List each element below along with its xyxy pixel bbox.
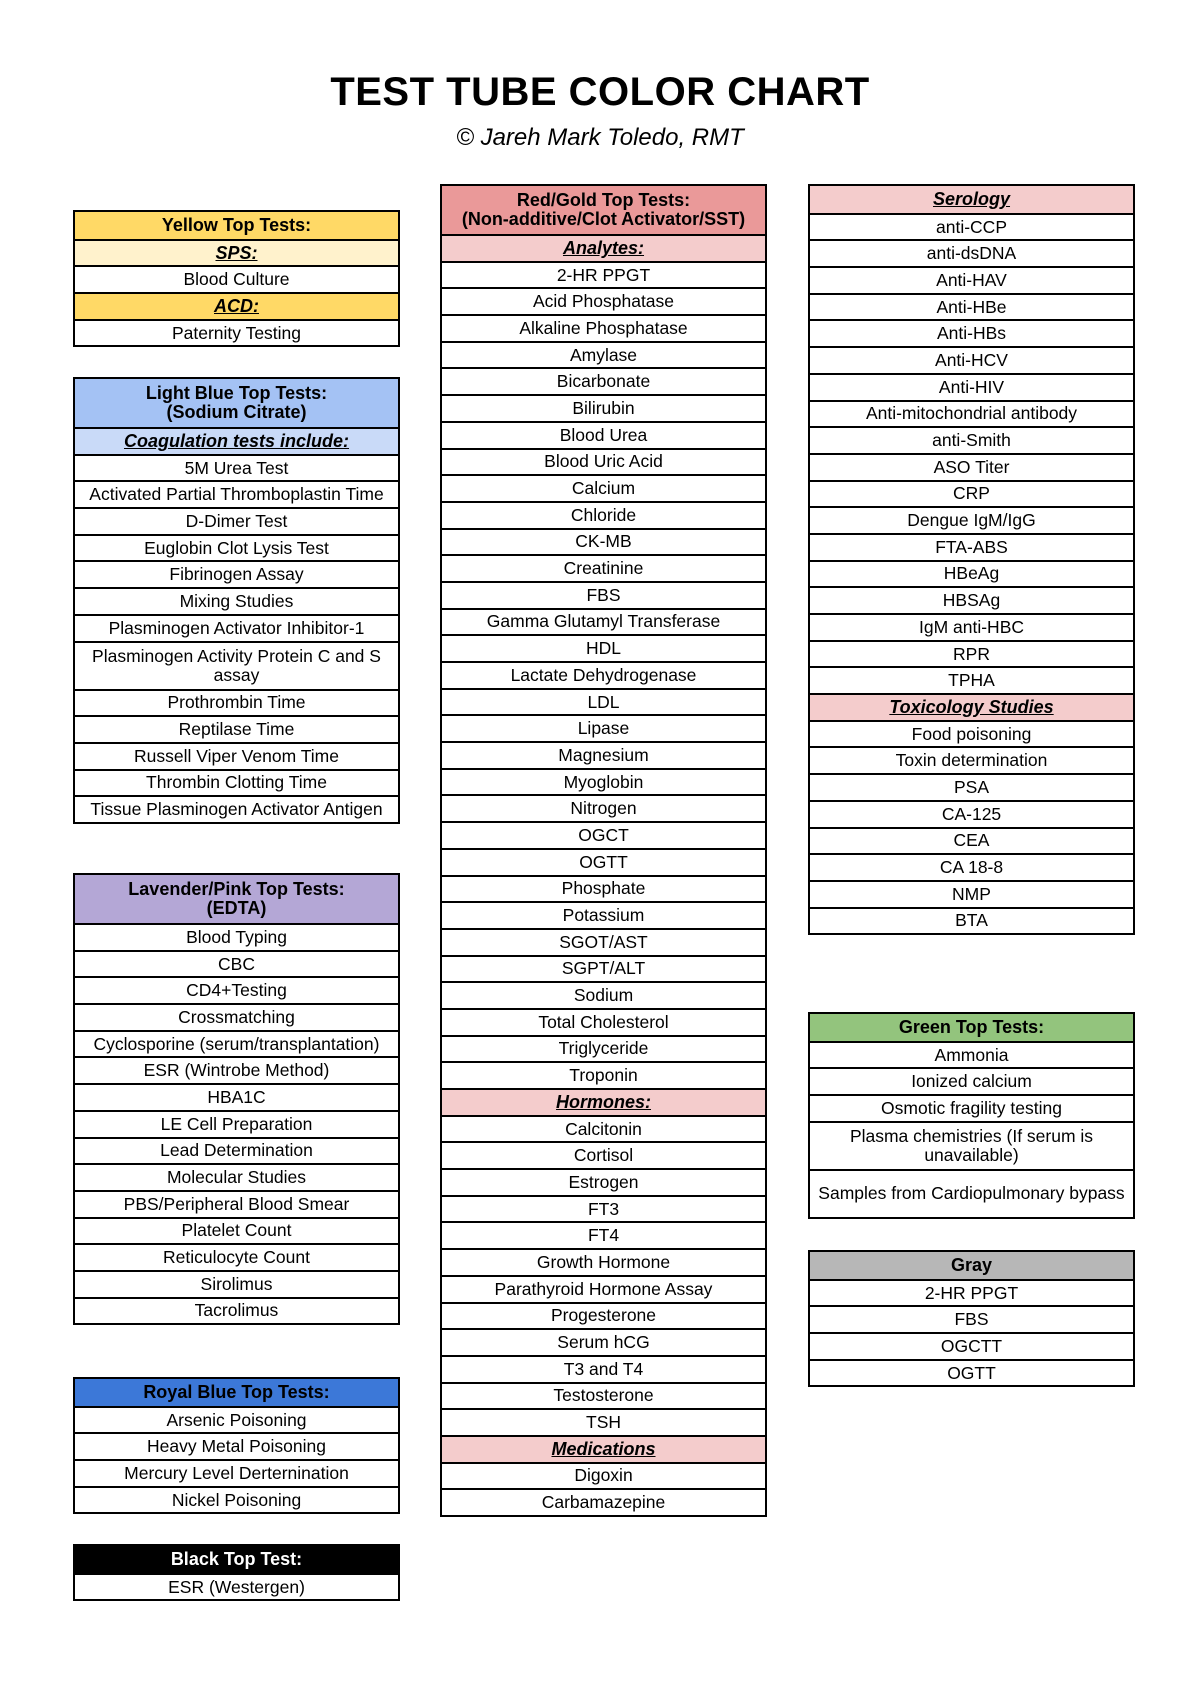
author-credit: © Jareh Mark Toledo, RMT (456, 124, 744, 151)
serology-table (808, 184, 1135, 935)
serology-item: Anti-HAV (810, 266, 1133, 293)
hormone-item: Growth Hormone (442, 1248, 765, 1275)
serology-item: anti-dsDNA (810, 239, 1133, 266)
light-blue-item: Prothrombin Time (75, 689, 398, 716)
light-blue-header-line2: (Sodium Citrate) (166, 402, 307, 422)
analyte-item: Chloride (442, 501, 765, 528)
analyte-item: Magnesium (442, 741, 765, 768)
royal-blue-item: Nickel Poisoning (75, 1486, 398, 1513)
green-top-table (808, 1012, 1135, 1219)
yellow-acd-item: Paternity Testing (75, 319, 398, 346)
analyte-item: FBS (442, 581, 765, 608)
toxicology-item: CA 18-8 (810, 853, 1133, 880)
light-blue-item: Tissue Plasminogen Activator Antigen (75, 795, 398, 822)
hormone-item: FT4 (442, 1221, 765, 1248)
serology-item: TPHA (810, 666, 1133, 693)
serology-item: Anti-HBs (810, 319, 1133, 346)
red-gold-top-table (440, 184, 767, 1517)
lavender-top-table (73, 873, 400, 1325)
light-blue-top-table (73, 377, 400, 824)
serology-item: Anti-mitochondrial antibody (810, 400, 1133, 427)
analyte-item: Myoglobin (442, 768, 765, 795)
lavender-item: Cyclosporine (serum/transplantation) (75, 1030, 398, 1057)
lavender-item: Lead Determination (75, 1137, 398, 1164)
toxicology-item: BTA (810, 907, 1133, 934)
analyte-item: Lipase (442, 714, 765, 741)
analyte-item: Calcium (442, 474, 765, 501)
analyte-item: Nitrogen (442, 794, 765, 821)
lavender-item: Crossmatching (75, 1003, 398, 1030)
serology-item: anti-Smith (810, 426, 1133, 453)
black-top-header: Black Top Test: (75, 1546, 398, 1573)
page-title: TEST TUBE COLOR CHART (330, 70, 870, 114)
analyte-item: Blood Uric Acid (442, 448, 765, 475)
serology-item: Anti-HCV (810, 346, 1133, 373)
serology-item: RPR (810, 640, 1133, 667)
analyte-item: Amylase (442, 341, 765, 368)
black-top-table (73, 1544, 400, 1601)
coagulation-label: Coagulation tests include: (75, 427, 398, 454)
lavender-item: Molecular Studies (75, 1163, 398, 1190)
light-blue-header-line1: Light Blue Top Tests: (145, 383, 328, 403)
hormone-item: Progesterone (442, 1302, 765, 1329)
analyte-item: Gamma Glutamyl Transferase (442, 608, 765, 635)
hormone-item: Estrogen (442, 1168, 765, 1195)
analyte-item: Bicarbonate (442, 367, 765, 394)
yellow-sps-label: SPS: (75, 239, 398, 266)
serology-item: Anti-HIV (810, 373, 1133, 400)
gray-top-table (808, 1250, 1135, 1387)
serology-item: ASO Titer (810, 453, 1133, 480)
serology-item: IgM anti-HBC (810, 613, 1133, 640)
lavender-top-header (75, 875, 398, 923)
yellow-sps-item: Blood Culture (75, 265, 398, 292)
serology-label: Serology (810, 186, 1133, 213)
green-item: Plasma chemistries (If serum is unavailable) (810, 1121, 1133, 1169)
light-blue-item: Euglobin Clot Lysis Test (75, 534, 398, 561)
light-blue-item: Plasminogen Activator Inhibitor-1 (75, 614, 398, 641)
yellow-top-header: Yellow Top Tests: (75, 212, 398, 239)
gray-item: FBS (810, 1305, 1133, 1332)
lavender-item: Sirolimus (75, 1270, 398, 1297)
analyte-item: Triglyceride (442, 1035, 765, 1062)
lavender-item: Blood Typing (75, 923, 398, 950)
hormone-item: Calcitonin (442, 1115, 765, 1142)
royal-blue-item: Arsenic Poisoning (75, 1406, 398, 1433)
medication-item: Carbamazepine (442, 1488, 765, 1515)
light-blue-item: Russell Viper Venom Time (75, 742, 398, 769)
analyte-item: Creatinine (442, 554, 765, 581)
analyte-item: Sodium (442, 981, 765, 1008)
serology-item: HBeAg (810, 560, 1133, 587)
analyte-item: Potassium (442, 901, 765, 928)
analyte-item: Total Cholesterol (442, 1008, 765, 1035)
hormone-item: Cortisol (442, 1141, 765, 1168)
analyte-item: CK-MB (442, 528, 765, 555)
royal-blue-item: Heavy Metal Poisoning (75, 1432, 398, 1459)
lavender-item: PBS/Peripheral Blood Smear (75, 1190, 398, 1217)
lavender-item: Reticulocyte Count (75, 1243, 398, 1270)
medications-label: Medications (442, 1435, 765, 1462)
light-blue-item: Plasminogen Activity Protein C and S assay (75, 641, 398, 689)
serology-item: CRP (810, 480, 1133, 507)
green-item: Ionized calcium (810, 1067, 1133, 1094)
analyte-item: SGOT/AST (442, 928, 765, 955)
lavender-item: Platelet Count (75, 1217, 398, 1244)
analyte-item: Alkaline Phosphatase (442, 314, 765, 341)
hormone-item: Serum hCG (442, 1328, 765, 1355)
analyte-item: SGPT/ALT (442, 955, 765, 982)
serology-item: Dengue IgM/IgG (810, 506, 1133, 533)
green-item: Osmotic fragility testing (810, 1094, 1133, 1121)
gray-top-header: Gray (810, 1252, 1133, 1279)
light-blue-item: 5M Urea Test (75, 454, 398, 481)
hormone-item: FT3 (442, 1195, 765, 1222)
light-blue-top-header (75, 379, 398, 427)
light-blue-item: Thrombin Clotting Time (75, 769, 398, 796)
serology-item: FTA-ABS (810, 533, 1133, 560)
toxicology-item: NMP (810, 880, 1133, 907)
lavender-item: CBC (75, 950, 398, 977)
analyte-item: Troponin (442, 1061, 765, 1088)
serology-item: HBSAg (810, 586, 1133, 613)
red-gold-header-line1: Red/Gold Top Tests: (516, 190, 691, 210)
lavender-item: Tacrolimus (75, 1297, 398, 1324)
hormone-item: Testosterone (442, 1382, 765, 1409)
analyte-item: 2-HR PPGT (442, 261, 765, 288)
hormones-label: Hormones: (442, 1088, 765, 1115)
toxicology-item: Food poisoning (810, 720, 1133, 747)
analyte-item: OGCT (442, 821, 765, 848)
analyte-item: Bilirubin (442, 394, 765, 421)
royal-blue-top-table (73, 1377, 400, 1514)
hormone-item: TSH (442, 1408, 765, 1435)
red-gold-top-header (442, 186, 765, 234)
toxicology-item: CEA (810, 827, 1133, 854)
green-item: Ammonia (810, 1041, 1133, 1068)
toxicology-item: Toxin determination (810, 746, 1133, 773)
green-top-header: Green Top Tests: (810, 1014, 1133, 1041)
analyte-item: Phosphate (442, 875, 765, 902)
gray-item: OGCTT (810, 1332, 1133, 1359)
gray-item: 2-HR PPGT (810, 1279, 1133, 1306)
light-blue-item: Mixing Studies (75, 587, 398, 614)
analytes-label: Analytes: (442, 234, 765, 261)
lavender-item: CD4+Testing (75, 976, 398, 1003)
royal-blue-top-header: Royal Blue Top Tests: (75, 1379, 398, 1406)
analyte-item: Blood Urea (442, 421, 765, 448)
analyte-item: LDL (442, 688, 765, 715)
analyte-item: HDL (442, 634, 765, 661)
green-item: Samples from Cardiopulmonary bypass (810, 1169, 1133, 1217)
royal-blue-item: Mercury Level Derternination (75, 1459, 398, 1486)
yellow-acd-label: ACD: (75, 292, 398, 319)
lavender-header-line1: Lavender/Pink Top Tests: (128, 879, 345, 899)
lavender-header-line2: (EDTA) (206, 898, 267, 918)
lavender-item: ESR (Wintrobe Method) (75, 1056, 398, 1083)
toxicology-label: Toxicology Studies (810, 693, 1133, 720)
light-blue-item: D-Dimer Test (75, 507, 398, 534)
hormone-item: Parathyroid Hormone Assay (442, 1275, 765, 1302)
black-item: ESR (Westergen) (75, 1573, 398, 1600)
serology-item: anti-CCP (810, 213, 1133, 240)
toxicology-item: PSA (810, 773, 1133, 800)
light-blue-item: Activated Partial Thromboplastin Time (75, 480, 398, 507)
lavender-item: LE Cell Preparation (75, 1110, 398, 1137)
light-blue-item: Reptilase Time (75, 715, 398, 742)
hormone-item: T3 and T4 (442, 1355, 765, 1382)
analyte-item: Lactate Dehydrogenase (442, 661, 765, 688)
analyte-item: Acid Phosphatase (442, 287, 765, 314)
yellow-top-table (73, 210, 400, 347)
gray-item: OGTT (810, 1359, 1133, 1386)
red-gold-header-line2: (Non-additive/Clot Activator/SST) (461, 209, 746, 229)
analyte-item: OGTT (442, 848, 765, 875)
light-blue-item: Fibrinogen Assay (75, 560, 398, 587)
lavender-item: HBA1C (75, 1083, 398, 1110)
toxicology-item: CA-125 (810, 800, 1133, 827)
medication-item: Digoxin (442, 1462, 765, 1489)
serology-item: Anti-HBe (810, 293, 1133, 320)
